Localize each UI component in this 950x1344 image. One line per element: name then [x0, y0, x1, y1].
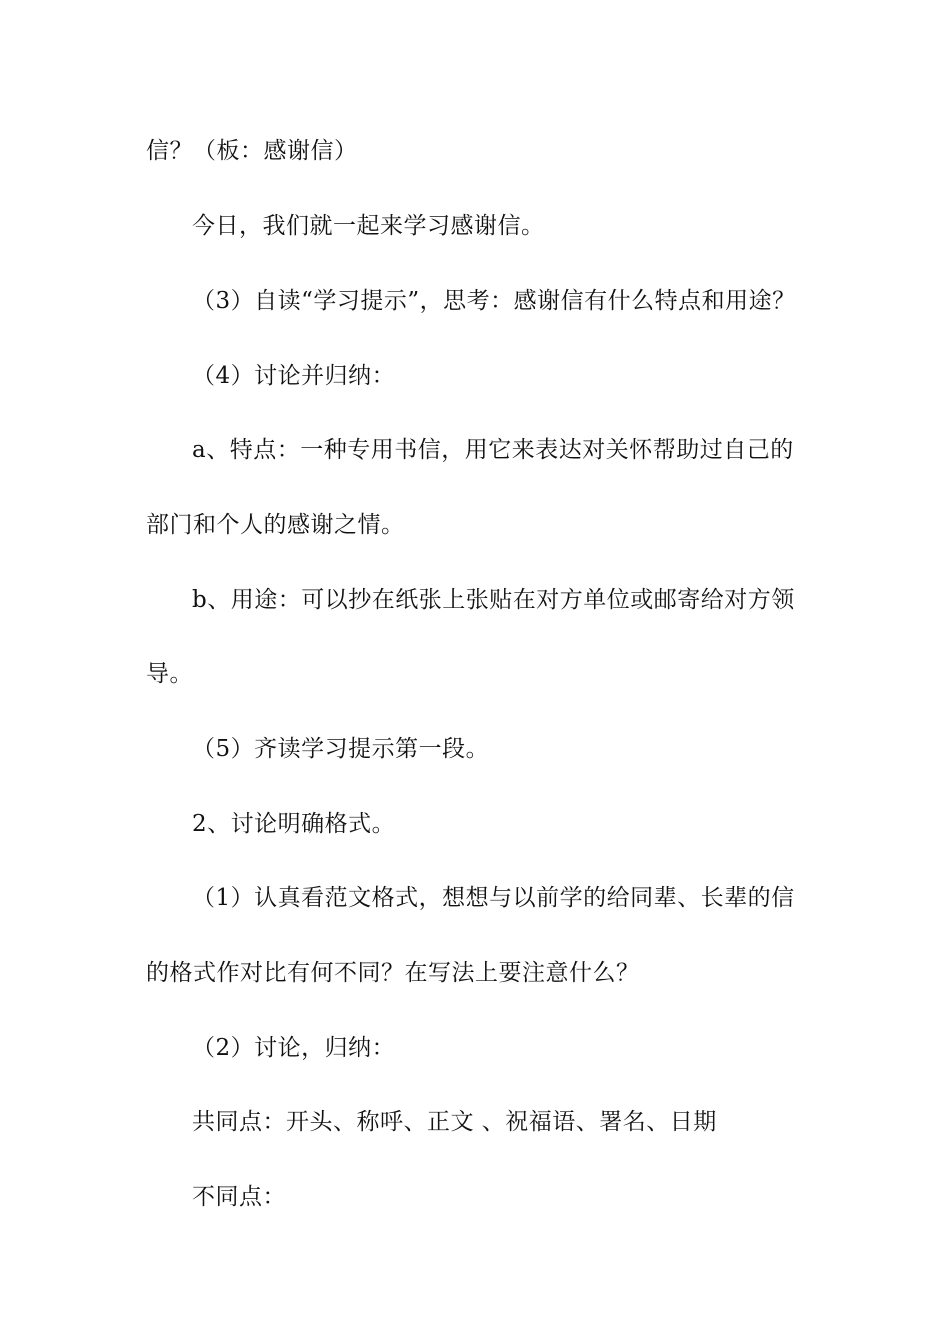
text-line: 2、讨论明确格式。 — [192, 811, 396, 837]
text-line: 不同点： — [192, 1184, 286, 1210]
text-line: （2）讨论，归纳： — [192, 1035, 396, 1061]
text-line: （1）认真看范文格式，想想与以前学的给同辈、长辈的信 — [192, 885, 795, 911]
text-line: 信？（板：感谢信） — [146, 138, 358, 164]
text-line: 共同点：开头、称呼、正文 、祝福语、署名、日期 — [192, 1109, 717, 1135]
text-line: b、用途：可以抄在纸张上张贴在对方单位或邮寄给对方领 — [192, 587, 795, 613]
text-line: （5）齐读学习提示第一段。 — [192, 736, 490, 762]
text-line: 部门和个人的感谢之情。 — [146, 512, 405, 538]
text-line: 今日，我们就一起来学习感谢信。 — [192, 213, 545, 239]
text-line: （3）自读“学习提示”，思考：感谢信有什么特点和用途？ — [192, 288, 796, 314]
text-line: 的格式作对比有何不同？在写法上要注意什么？ — [146, 960, 640, 986]
text-line: 导。 — [146, 661, 193, 687]
text-line: （4）讨论并归纳： — [192, 363, 396, 389]
text-line: a、特点：一种专用书信，用它来表达对关怀帮助过自己的 — [192, 437, 794, 463]
